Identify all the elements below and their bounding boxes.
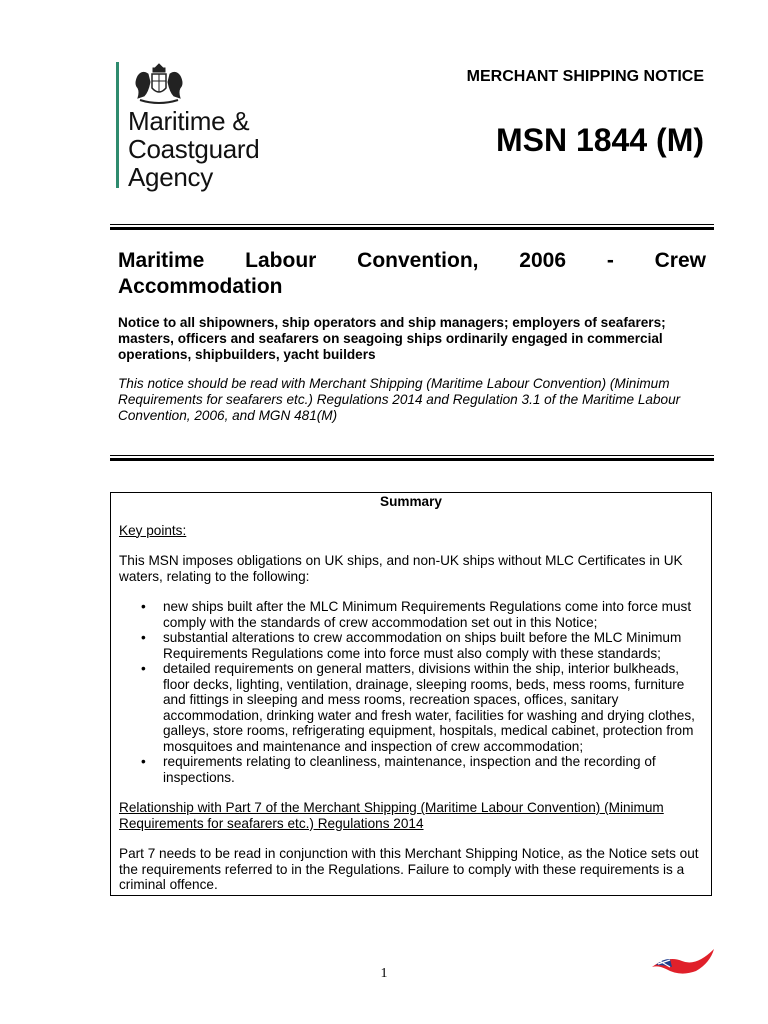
logo-line-1: Maritime &: [128, 106, 250, 136]
key-points-list: [119, 599, 703, 785]
logo-line-2: Coastguard: [128, 134, 260, 164]
list-item-text: new ships built after the MLC Minimum Requirements Regulations come into force must comply with the standards of crew accommodation set out in this Notice;: [163, 599, 692, 630]
bullet-icon: •: [141, 630, 146, 645]
summary-box: [110, 492, 712, 896]
logo-line-3: Agency: [128, 162, 213, 192]
list-item: [119, 599, 703, 630]
summary-heading: Summary: [380, 494, 442, 509]
obligation-text: This MSN imposes obligations on UK ships, and non-UK ships without MLC Certificates in UK waters, relating to the following:: [119, 553, 683, 584]
document-title: [118, 248, 706, 300]
relationship-heading: Relationship with Part 7 of the Merchant Shipping (Maritime Labour Convention) (Minimum Requirements for seafarers etc.) Regulations 2014: [119, 800, 664, 831]
divider-top: [110, 224, 714, 230]
intro-note: This notice should be read with Merchant Shipping (Maritime Labour Convention) (Minimum Requirements for seafarers etc.) Regulations 2014 and Regulation 3.1 of the Maritime Labour Convention, 2006, and MGN 481(M): [118, 376, 681, 423]
red-ensign-flag-icon: [650, 945, 716, 975]
bullet-icon: •: [141, 599, 146, 614]
list-item-text: detailed requirements on general matters, divisions within the ship, interior bulkheads, floor decks, lighting, ventilation, drainage, sleeping rooms, beds, mess rooms, furniture and fittings in sleeping and mess rooms, recreation spaces, offices, sanitary accommodation, drinking water and fresh water, facilities for washing and drying clothes, galleys, store rooms, refrigerating equipment, hospitals, medical cabinet, protection from mosquitoes and maintenance and inspection of crew accommodation;: [163, 661, 695, 754]
list-item-text: requirements relating to cleanliness, maintenance, inspection and the recording of inspections.: [163, 754, 656, 785]
bullet-icon: •: [141, 661, 146, 676]
logo-wordmark: [128, 107, 259, 191]
audience-notice: Notice to all shipowners, ship operators and ship managers; employers of seafarers; masters, officers and seafarers on seagoing ships ordinarily engaged in commercial operations, shipbuilders, yacht builders: [118, 315, 666, 362]
list-item: [119, 630, 703, 661]
msn-number: MSN 1844 (M): [495, 122, 704, 158]
list-item: [119, 661, 703, 754]
notice-type-label: MERCHANT SHIPPING NOTICE: [466, 68, 704, 85]
royal-coat-of-arms-icon: [128, 62, 190, 106]
title-line-2: Accommodation: [118, 275, 283, 298]
divider-middle: [110, 455, 714, 461]
page-number: 1: [380, 966, 388, 981]
logo-green-bar: [116, 62, 119, 188]
bullet-icon: •: [141, 754, 146, 769]
list-item: [119, 754, 703, 785]
key-points-label: Key points:: [119, 522, 187, 538]
part7-text: Part 7 needs to be read in conjunction with this Merchant Shipping Notice, as the Notice sets out the requirements referred to in the Regulations. Failure to comply with these requirements is a criminal offence.: [119, 846, 699, 892]
title-line-1: Maritime Labour Convention, 2006 - Crew: [118, 249, 706, 272]
mca-logo: [116, 62, 286, 192]
list-item-text: substantial alterations to crew accommodation on ships built before the MLC Minimum Requirements Regulations come into force must also comply with these standards;: [163, 630, 682, 661]
